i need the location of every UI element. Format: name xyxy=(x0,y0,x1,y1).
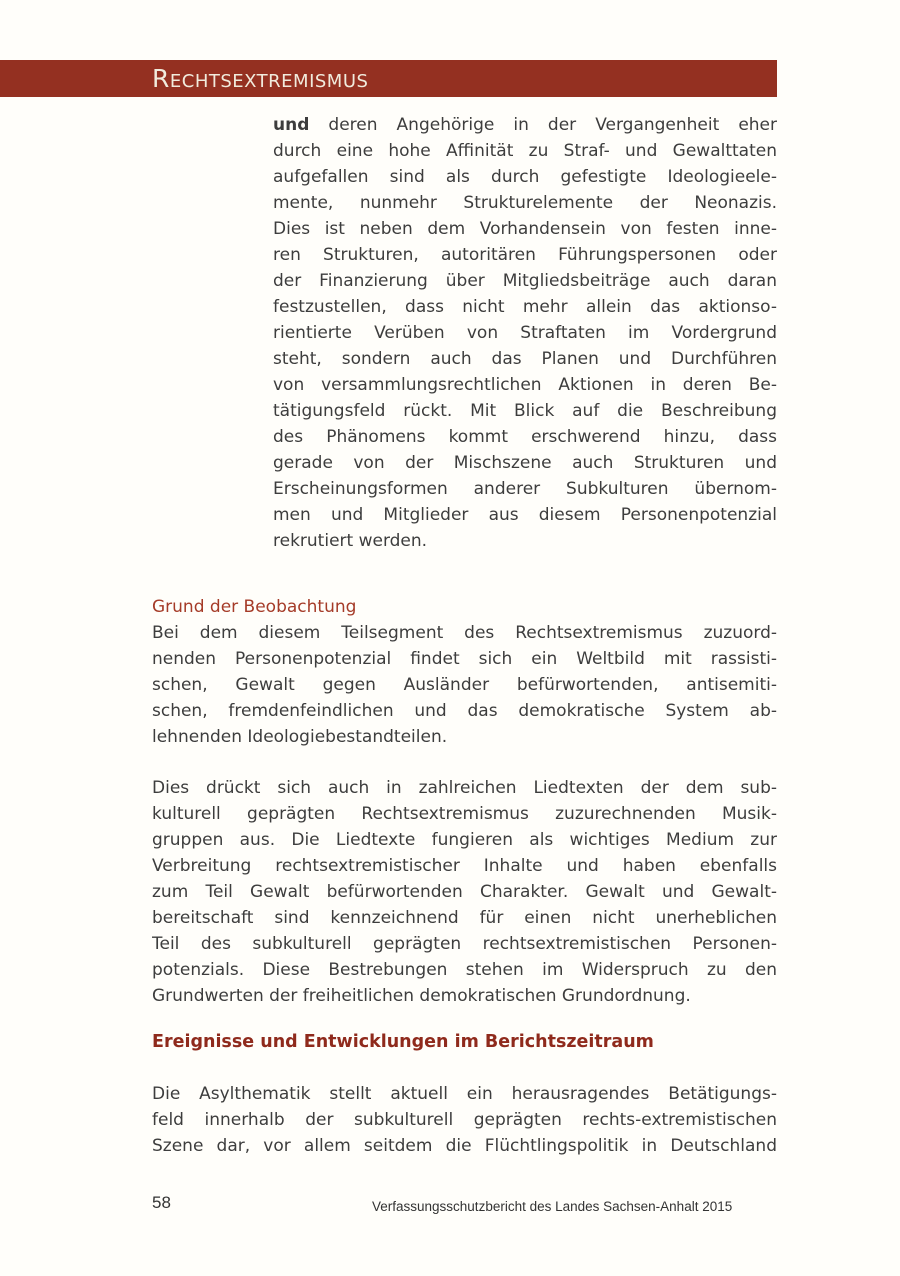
text-line: Bei dem diesem Teilsegment des Rechtsextremismus zuzuord- xyxy=(152,623,777,643)
text-line xyxy=(273,112,777,138)
text-line: mente, nunmehr Strukturelemente der Neonazis. xyxy=(273,193,777,213)
text-line: rientierte Verüben von Straftaten im Vordergrund xyxy=(273,323,777,343)
text-line: Erscheinungsformen anderer Subkulturen übernom- xyxy=(273,479,777,499)
text-line: bereitschaft sind kennzeichnend für einen nicht unerheblichen xyxy=(152,908,777,928)
text-line: tätigungsfeld rückt. Mit Blick auf die Beschreibung xyxy=(273,401,777,421)
text-line: durch eine hohe Affinität zu Straf- und Gewalttaten xyxy=(273,141,777,161)
lead-word: und xyxy=(273,115,310,135)
section-header-band xyxy=(0,60,777,97)
text-line: feld innerhalb der subkulturell geprägten rechts-extremistischen xyxy=(152,1110,777,1130)
text-line: aufgefallen sind als durch gefestigte Ideologieele- xyxy=(273,167,777,187)
liedtexte-paragraph xyxy=(152,775,777,1009)
text-line: des Phänomens kommt erschwerend hinzu, dass xyxy=(273,427,777,447)
text-line: kulturell geprägten Rechtsextremismus zuzurechnenden Musik- xyxy=(152,804,777,824)
page-title-rest: ECHTSEXTREMISMUS xyxy=(169,71,369,92)
text-line: Szene dar, vor allem seitdem die Flüchtlingspolitik in Deutschland xyxy=(152,1136,777,1156)
text-line: Grundwerten der freiheitlichen demokratischen Grundordnung. xyxy=(152,986,691,1006)
asylthematik-paragraph xyxy=(152,1081,777,1159)
text-line: zum Teil Gewalt befürwortenden Charakter. Gewalt und Gewalt- xyxy=(152,882,777,902)
section-heading-bold: Ereignisse und Entwicklungen im Berichtszeitraum xyxy=(152,1032,654,1052)
text-line: Teil des subkulturell geprägten rechtsextremistischen Personen- xyxy=(152,934,777,954)
text-line: rekrutiert werden. xyxy=(273,531,428,551)
text-line-rest: deren Angehörige in der Vergangenheit eher xyxy=(328,115,777,135)
text-line: Dies ist neben dem Vorhandensein von festen inne- xyxy=(273,219,777,239)
section-ereignisse-heading-block xyxy=(152,1029,777,1055)
text-line: schen, Gewalt gegen Ausländer befürwortenden, antisemiti- xyxy=(152,675,777,695)
text-line: gerade von der Mischszene auch Strukturen und xyxy=(273,453,777,473)
page-title-initial: R xyxy=(152,64,170,93)
text-line: nenden Personenpotenzial findet sich ein Weltbild mit rassisti- xyxy=(152,649,777,669)
text-line: potenzials. Diese Bestrebungen stehen im Widerspruch zu den xyxy=(152,960,777,980)
page-number: 58 xyxy=(152,1193,171,1212)
page-title xyxy=(152,64,368,93)
text-line: von versammlungsrechtlichen Aktionen in deren Be- xyxy=(273,375,777,395)
section-heading: Grund der Beobachtung xyxy=(152,597,357,617)
text-line: steht, sondern auch das Planen und Durchführen xyxy=(273,349,777,369)
text-line: ren Strukturen, autoritären Führungspersonen oder xyxy=(273,245,777,265)
text-line: lehnenden Ideologiebestandteilen. xyxy=(152,727,448,747)
text-line: Dies drückt sich auch in zahlreichen Liedtexten der dem sub- xyxy=(152,778,777,798)
footer-publication-title: Verfassungsschutzbericht des Landes Sachsen-Anhalt 2015 xyxy=(372,1199,733,1214)
text-line: schen, fremdenfeindlichen und das demokratische System ab- xyxy=(152,701,777,721)
text-line: Verbreitung rechtsextremistischer Inhalte und haben ebenfalls xyxy=(152,856,777,876)
text-line: men und Mitglieder aus diesem Personenpotenzial xyxy=(273,505,777,525)
text-line: der Finanzierung über Mitgliedsbeiträge auch daran xyxy=(273,271,777,291)
text-line: festzustellen, dass nicht mehr allein das aktionso- xyxy=(273,297,777,317)
section-grund-der-beobachtung xyxy=(152,594,777,750)
text-line: Die Asylthematik stellt aktuell ein herausragendes Betätigungs- xyxy=(152,1084,777,1104)
intro-paragraph xyxy=(273,112,777,554)
text-line: gruppen aus. Die Liedtexte fungieren als wichtiges Medium zur xyxy=(152,830,777,850)
